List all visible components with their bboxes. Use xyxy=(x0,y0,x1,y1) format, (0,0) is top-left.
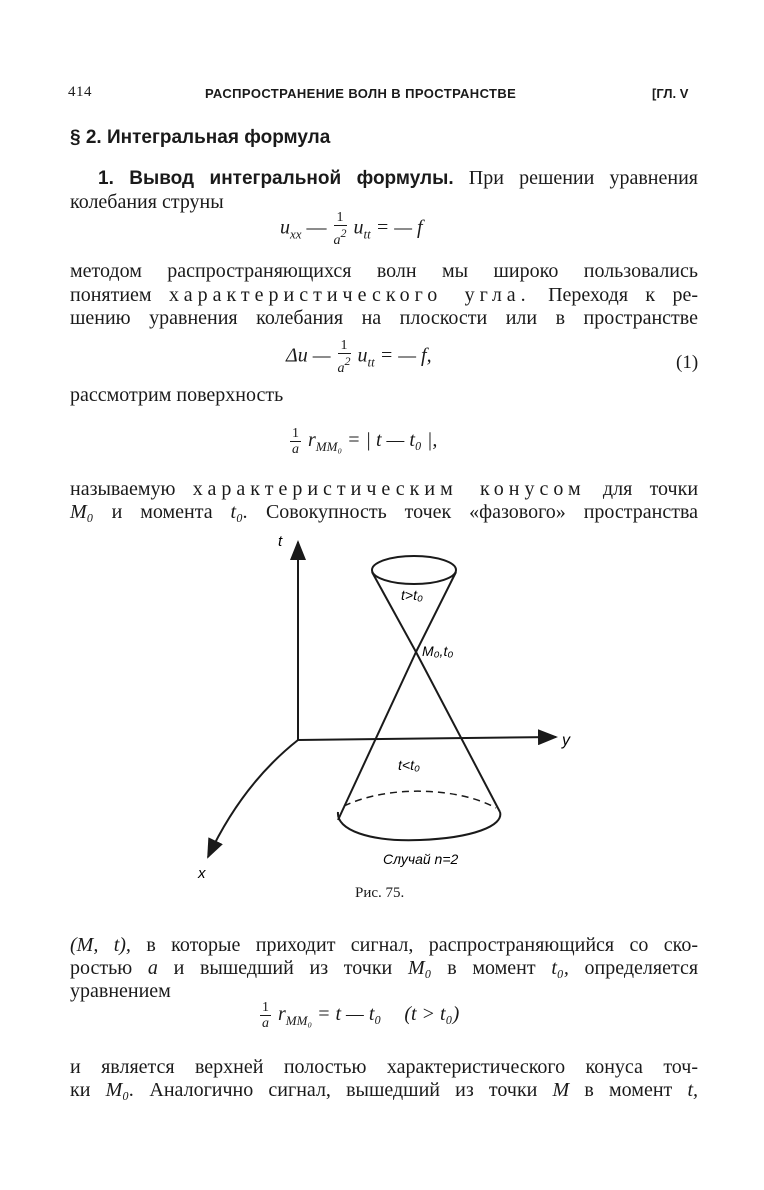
x-axis xyxy=(208,740,298,857)
para2-line1: методом распространяющихся волн мы широко пользовались xyxy=(70,260,698,282)
page-number: 414 xyxy=(68,84,92,100)
lower-cone-rim-front xyxy=(338,812,500,840)
para5-line1: (M, t), в которые приходит сигнал, распространяющийся со ско- xyxy=(70,934,698,956)
para1-line1: 1. Вывод интегральной формулы. При решении уравнения xyxy=(98,167,698,189)
para4-line2: M₀ и момента t₀. Совокупность точек «фазового» пространства xyxy=(70,501,699,523)
para5-line3: уравнением xyxy=(70,980,171,1002)
equation-surface: $\frac{1}{a}$ $r_{MM_0}$ = | t — t₀ |, xyxy=(292,426,438,457)
section-title: § 2. Интегральная формула xyxy=(70,127,331,148)
t-axis-label: t xyxy=(278,533,283,550)
case-label: Случай n=2 xyxy=(383,851,459,867)
para4-line1: называемую характеристическим конусом для точки xyxy=(70,478,699,500)
para6-line2: ки M₀. Аналогично сигнал, вышедший из точки M в момент t, xyxy=(70,1079,698,1101)
vertex-label: M₀,t₀ xyxy=(422,643,454,659)
upper-cone-rim xyxy=(372,556,456,584)
cone-figure xyxy=(190,530,590,890)
x-axis-label: x xyxy=(198,865,206,882)
subsection-heading: 1. Вывод интегральной формулы. xyxy=(98,168,454,189)
para2-line3: шению уравнения колебания на плоскости или в пространстве xyxy=(70,307,698,329)
lower-cone-left xyxy=(338,652,416,820)
para2-line2: понятием характеристического угла. Переходя к ре- xyxy=(70,284,699,306)
equation-1: Δu — $\frac{1}{a2}$ $u_{tt}$ = — f, xyxy=(286,338,432,376)
para5-line2: ростью a и вышедший из точки M₀ в момент t₀, определяется xyxy=(70,957,699,979)
lower-cone-rim-back xyxy=(344,791,496,808)
lower-cone-right xyxy=(416,652,500,812)
figure-caption: Рис. 75. xyxy=(355,885,405,901)
running-title: РАСПРОСТРАНЕНИЕ ВОЛН В ПРОСТРАНСТВЕ xyxy=(205,86,517,101)
y-axis-label: y xyxy=(562,732,570,749)
chapter-marker: [ГЛ. V xyxy=(652,86,689,101)
para3-line1: рассмотрим поверхность xyxy=(70,384,284,406)
equation-string: $u_{xx}$ — $\frac{1}{a2}$ $u_{tt}$ = — f xyxy=(280,210,423,248)
equation-number: (1) xyxy=(676,352,699,373)
para1-line2: колебания струны xyxy=(70,191,224,213)
upper-region-label: t>t₀ xyxy=(401,587,423,603)
para6-line1: и является верхней полостью характеристического конуса точ- xyxy=(70,1056,698,1078)
lower-region-label: t<t₀ xyxy=(398,757,420,773)
y-axis xyxy=(298,737,556,740)
equation-upper-nappe: $\frac{1}{a}$ $r_{MM_0} = t$ — t₀ (t > t₀) xyxy=(262,1000,460,1031)
